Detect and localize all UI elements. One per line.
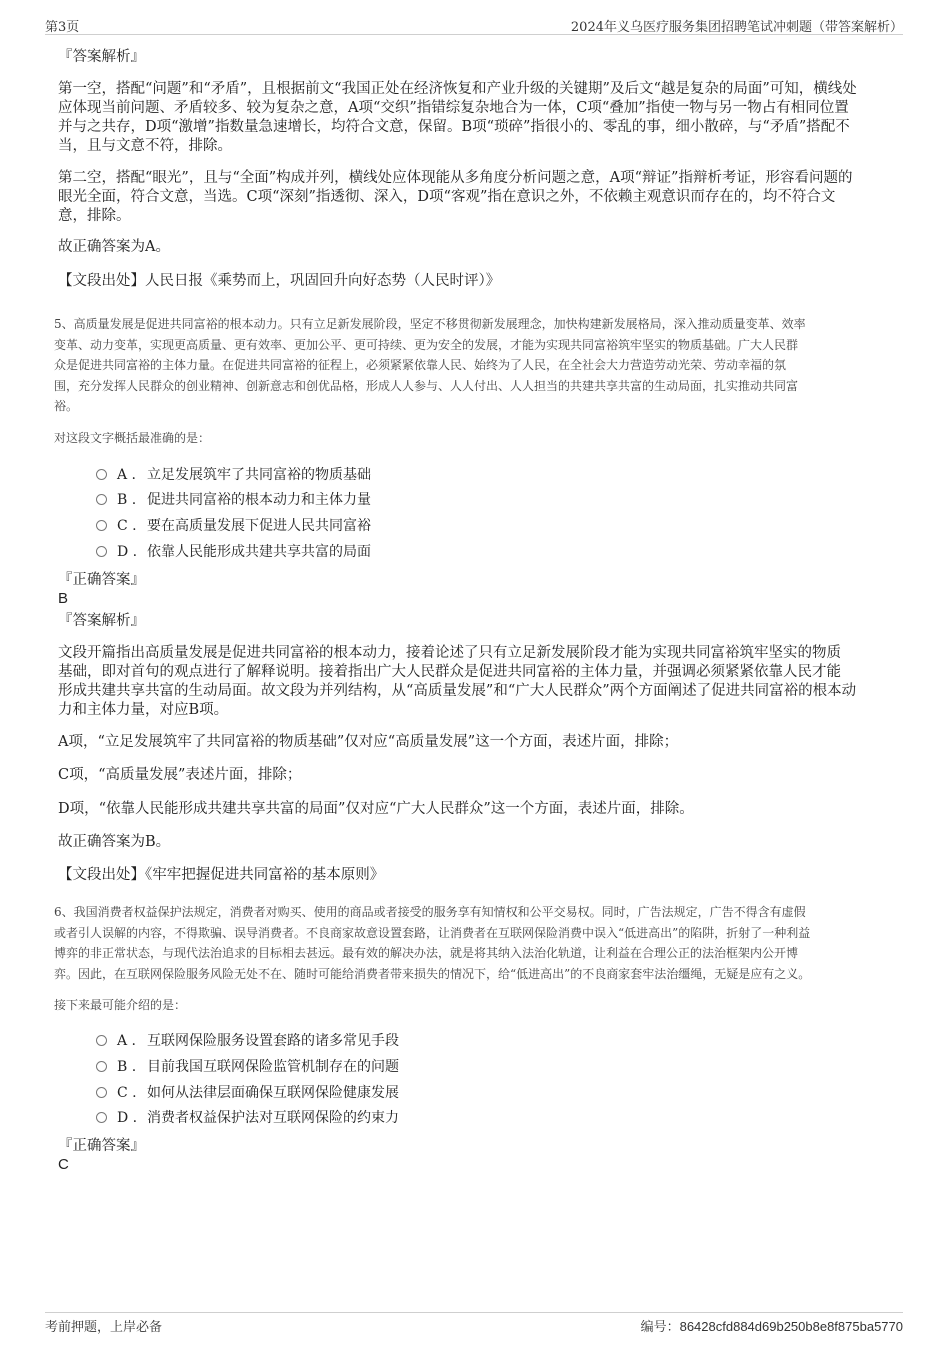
q6-stem-line3: 博弈的非正常状态，与现代法治追求的目标相去甚远。最有效的解决办法，就是将其纳入法治化轨道，让利益在合理公正的法治框架内公开博 (54, 946, 799, 960)
page-number: 第3页 (45, 20, 80, 35)
q5-stem-line3: 众是促进共同富裕的主体力量。在促进共同富裕的征程上，必须紧紧依靠人民、始终为了人民，在全社会大力营造劳动光荣、劳动幸福的氛 (54, 358, 787, 372)
q6-answer-title: 『正确答案』 (58, 1138, 145, 1154)
radio-icon[interactable] (96, 1061, 107, 1072)
q5-question: 对这段文字概括最准确的是： (54, 431, 211, 445)
radio-icon[interactable] (96, 1035, 107, 1046)
q6-answer: C (58, 1156, 69, 1173)
q5-option-c[interactable]: C . 要在高质量发展下促进人民共同富裕 (96, 515, 371, 537)
q4-analysis-title: 『答案解析』 (58, 49, 145, 65)
q5-option-d-analysis: D项，“依靠人民能形成共建共享共富的局面”仅对应“广大人民群众”这一个方面，表述片面，排除。 (58, 801, 694, 817)
q5-option-b[interactable]: B . 促进共同富裕的根本动力和主体力量 (96, 489, 371, 511)
q6-option-a[interactable]: A . 互联网保险服务设置套路的诸多常见手段 (96, 1030, 399, 1052)
q5-option-c-analysis: C项，“高质量发展”表述片面，排除； (58, 767, 302, 783)
q4-para2-line3: 意，排除。 (58, 208, 131, 224)
q5-analysis-line1: 文段开篇指出高质量发展是促进共同富裕的根本动力，接着论述了只有立足新发展阶段才能为实现共同富裕筑牢坚实的物质 (58, 645, 841, 661)
q4-source: 【文段出处】人民日报《乘势而上，巩固回升向好态势（人民时评）》 (58, 273, 501, 289)
radio-icon[interactable] (96, 494, 107, 505)
footer-code: 编号：86428cfd884d69b250b8e8f875ba5770 (640, 1319, 903, 1335)
q5-stem-line1: 5、高质量发展是促进共同富裕的根本动力。只有立足新发展阶段，坚定不移贯彻新发展理念，加快构建新发展格局，深入推动质量变革、效率 (54, 317, 806, 331)
radio-icon[interactable] (96, 520, 107, 531)
q5-analysis-line2: 基础，即对首句的观点进行了解释说明。接着指出广大人民群众是促进共同富裕的主体力量，并强调必须紧紧依靠人民才能 (58, 664, 841, 680)
q6-option-c[interactable]: C . 如何从法律层面确保互联网保险健康发展 (96, 1082, 399, 1104)
q6-stem-line1: 6、我国消费者权益保护法规定，消费者对购买、使用的商品或者接受的服务享有知情权和公平交易权。同时，广告法规定，广告不得含有虚假 (54, 905, 806, 919)
q4-para1-line3: 并与之共存，D项“激增”指数量急速增长，均符合文意，保留。B项“琐碎”指很小的、零乱的事，细小散碎，与“矛盾”搭配不 (58, 119, 850, 135)
q5-conclusion: 故正确答案为B。 (58, 834, 171, 850)
page-footer (45, 1312, 903, 1335)
q4-para2-line2: 眼光全面，符合文意，当选。C项“深刻”指透彻、深入，D项“客观”指在意识之外，不依赖主观意识而存在的，均不符合文 (58, 189, 836, 205)
q6-question: 接下来最可能介绍的是： (54, 998, 187, 1012)
q5-source: 【文段出处】《牢牢把握促进共同富裕的基本原则》 (58, 867, 385, 883)
document-title: 2024年义乌医疗服务集团招聘笔试冲刺题（带答案解析） (570, 20, 903, 35)
radio-icon[interactable] (96, 469, 107, 480)
q4-para1-line1: 第一空，搭配“问题”和“矛盾”，且根据前文“我国正处在经济恢复和产业升级的关键期”及后文“越是复杂的局面”可知，横线处 (58, 81, 857, 97)
radio-icon[interactable] (96, 1087, 107, 1098)
q6-stem-line2: 或者引人误解的内容，不得欺骗、误导消费者。不良商家故意设置套路，让消费者在互联网保险消费中误入“低进高出”的陷阱，折射了一种利益 (54, 925, 811, 940)
q6-option-b[interactable]: B . 目前我国互联网保险监管机制存在的问题 (96, 1056, 399, 1078)
q5-option-d[interactable]: D . 依靠人民能形成共建共享共富的局面 (96, 541, 371, 563)
q6-option-d[interactable]: D . 消费者权益保护法对互联网保险的约束力 (96, 1107, 399, 1129)
q6-stem-line4: 弈。因此，在互联网保险服务风险无处不在、随时可能给消费者带来损失的情况下，给“低进高出”的不良商家套牢法治缰绳，无疑是应有之义。 (54, 966, 811, 981)
q5-option-a[interactable]: A . 立足发展筑牢了共同富裕的物质基础 (96, 464, 371, 486)
q5-answer-title: 『正确答案』 (58, 572, 145, 588)
q5-stem-line2: 变革、动力变革，实现更高质量、更有效率、更加公平、更可持续、更为安全的发展，才能为实现共同富裕筑牢坚实的物质基础。广大人民群 (54, 337, 799, 352)
q5-stem-line4: 围，充分发挥人民群众的创业精神、创新意志和创优品格，形成人人参与、人人付出、人人担当的共建共享共富的生动局面，扎实推动共同富 (54, 378, 799, 393)
page-header (45, 14, 903, 35)
q5-answer: B (58, 590, 69, 607)
q4-para1-line4: 当，且与文意不符，排除。 (58, 138, 232, 154)
q5-analysis-line3: 形成共建共享共富的生动局面。故文段为并列结构，从“高质量发展”和“广大人民群众”两个方面阐述了促进共同富裕的根本动 (58, 683, 857, 699)
q5-stem-line5: 裕。 (54, 399, 79, 413)
q4-para1-line2: 应体现当前问题、矛盾较多、较为复杂之意，A项“交织”指错综复杂地合为一体，C项“叠加”指使一物与另一物占有相同位置 (58, 100, 849, 116)
radio-icon[interactable] (96, 546, 107, 557)
q4-conclusion: 故正确答案为A。 (58, 239, 170, 255)
q5-option-a-analysis: A项，“立足发展筑牢了共同富裕的物质基础”仅对应“高质量发展”这一个方面，表述片面，排除； (58, 734, 679, 750)
q5-analysis-line4: 力和主体力量，对应B项。 (58, 702, 229, 718)
radio-icon[interactable] (96, 1112, 107, 1123)
footer-slogan: 考前押题，上岸必备 (45, 1320, 163, 1335)
q5-analysis-title: 『答案解析』 (58, 613, 145, 629)
q4-para2-line1: 第二空，搭配“眼光”，且与“全面”构成并列，横线处应体现能从多角度分析问题之意，A项“辩证”指辩析考证，形容看问题的 (58, 170, 853, 186)
